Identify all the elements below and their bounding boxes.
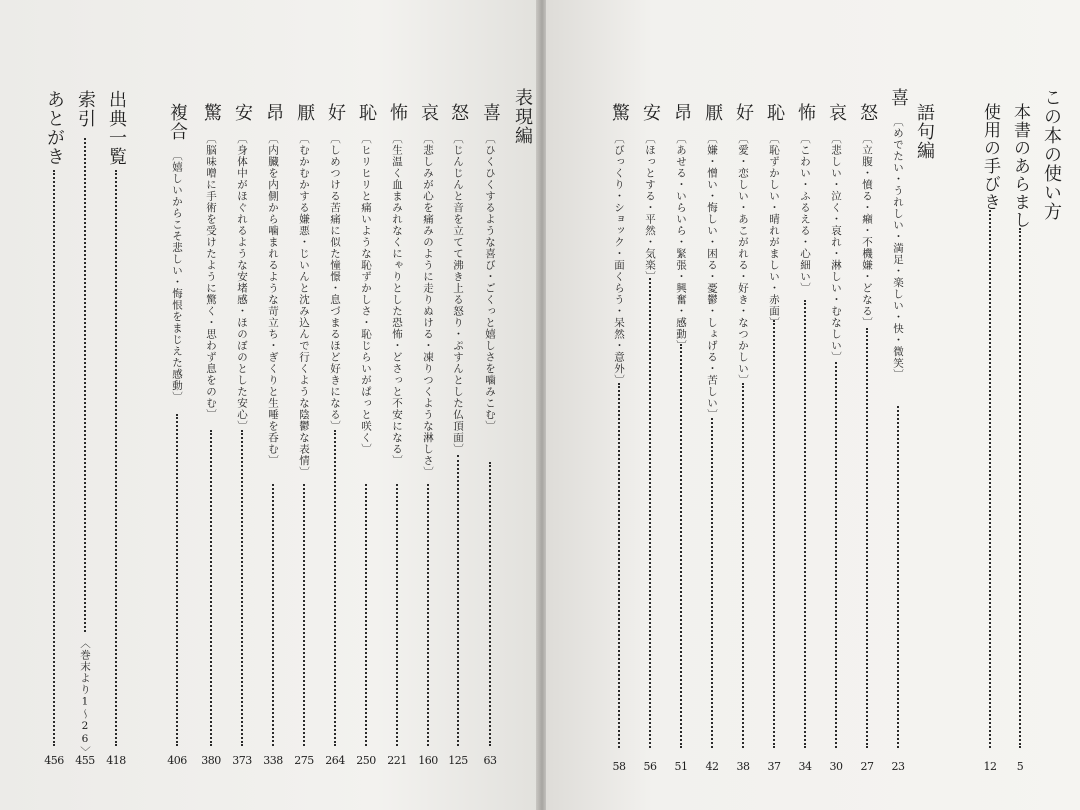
entry-subtitle: 〔むかむかする嫌悪・じいんと沈み込んで行くような陰鬱な表情〕 [298, 133, 310, 478]
page-number: 456 [44, 754, 64, 767]
leader-dots [396, 484, 398, 746]
entry-subtitle: 〔じんじんと音を立てて沸き上る怒り・ぷすんとした仏頂面〕 [452, 133, 464, 455]
leader-dots [272, 484, 274, 746]
page-number: 42 [705, 760, 719, 773]
page-number: 275 [294, 754, 314, 767]
entry-char: 哀 [418, 103, 439, 122]
right-page [546, 0, 1080, 810]
toc-entry[interactable] [757, 0, 791, 810]
entry-char: 喜 [888, 88, 909, 107]
page-number: 125 [448, 754, 468, 767]
toc-entry[interactable] [664, 0, 698, 810]
left-page [0, 0, 538, 810]
leader-dots [989, 210, 991, 748]
toc-entry[interactable] [380, 0, 414, 810]
entry-subtitle: 〔脳味噌に手術を受けたように驚く・思わず息をのむ〕 [205, 133, 217, 421]
leader-dots [53, 170, 55, 746]
toc-entry[interactable] [411, 0, 445, 810]
toc-entry[interactable] [819, 0, 853, 810]
entry-char: 厭 [294, 103, 315, 122]
leader-dots [303, 484, 305, 746]
page-number: 406 [167, 754, 187, 767]
toc-entry[interactable] [441, 0, 475, 810]
toc-entry[interactable] [473, 0, 507, 810]
toc-entry[interactable] [225, 0, 259, 810]
page-number: 264 [325, 754, 345, 767]
page-number: 373 [232, 754, 252, 767]
leader-dots [897, 406, 899, 748]
toc-entry[interactable] [194, 0, 228, 810]
entry-note: 〈巻末より1〜26〉 [79, 638, 91, 758]
page-number: 221 [387, 754, 407, 767]
toc-entry-overview[interactable] [1003, 0, 1037, 810]
entry-char: 恥 [764, 103, 785, 122]
leader-dots [115, 170, 117, 746]
entry-subtitle: 〔こわい・ふるえる・心細い〕 [799, 133, 811, 294]
page-number: 160 [418, 754, 438, 767]
entry-char: 驚 [201, 103, 222, 122]
entry-char: 昂 [263, 103, 284, 122]
entry-subtitle: 〔ひくひくするような喜び・ごくっと嬉しさを噛みこむ〕 [484, 133, 496, 432]
leader-dots [241, 430, 243, 746]
toc-entry[interactable] [349, 0, 383, 810]
entry-char: 好 [733, 103, 754, 122]
entry-subtitle: 〔めでたい・うれしい・満足・楽しい・快・微笑〕 [892, 116, 904, 381]
entry-subtitle: 〔あせる・いらいら・緊張・興奮・感動〕 [675, 133, 687, 352]
leader-dots [618, 383, 620, 748]
toc-entry[interactable] [633, 0, 667, 810]
entry-char: 恥 [356, 103, 377, 122]
page-number: 34 [798, 760, 812, 773]
entry-subtitle: 〔身体中がほぐれるような安堵感・ほのぼのとした安心〕 [236, 133, 248, 432]
leader-dots [773, 320, 775, 748]
leader-dots [457, 455, 459, 746]
toc-entry[interactable] [287, 0, 321, 810]
leader-dots [1019, 228, 1021, 748]
entry-char: 怖 [387, 103, 408, 122]
entry-char: 喜 [480, 103, 501, 122]
toc-entry[interactable] [881, 0, 915, 810]
entry-label: 索引 [75, 90, 96, 128]
page-number: 27 [860, 760, 874, 773]
section-title-usage [1034, 0, 1068, 810]
leader-dots [84, 138, 86, 632]
leader-dots [804, 300, 806, 748]
entry-subtitle: 〔内臓を内側から噛まれるような苛立ち・ぎくりと生唾を呑む〕 [267, 133, 279, 467]
page-number: 380 [201, 754, 221, 767]
section-title: 語句編 [914, 103, 935, 160]
leader-dots [176, 414, 178, 746]
toc-entry[interactable] [256, 0, 290, 810]
page-number: 12 [983, 760, 997, 773]
entry-subtitle: 〔しめつける苦痛に似た憧憬・息づまるほど好きになる〕 [329, 133, 341, 432]
page-number: 338 [263, 754, 283, 767]
leader-dots [649, 278, 651, 748]
entry-subtitle: 〔恥ずかしい・晴れがましい・赤面〕 [768, 133, 780, 329]
entry-char: 怒 [448, 103, 469, 122]
entry-char: 昂 [671, 103, 692, 122]
entry-char: 驚 [609, 103, 630, 122]
toc-entry-guide[interactable] [973, 0, 1007, 810]
entry-subtitle: 〔悲しい・泣く・哀れ・淋しい・むなしい〕 [830, 133, 842, 363]
page-number: 30 [829, 760, 843, 773]
entry-char: 厭 [702, 103, 723, 122]
entry-subtitle: 〔びっくり・ショック・面くらう・呆然・意外〕 [613, 133, 625, 386]
entry-subtitle: 〔悲しみが心を痛みのように走りぬける・凍りつくような淋しさ〕 [422, 133, 434, 478]
toc-entry[interactable] [160, 0, 194, 810]
entry-char: 好 [325, 103, 346, 122]
entry-label: 本書のあらまし [1010, 103, 1030, 229]
toc-entry[interactable] [788, 0, 822, 810]
entry-char: 複合 [167, 103, 188, 141]
entry-char: 哀 [826, 103, 847, 122]
page-number: 455 [75, 754, 95, 767]
leader-dots [210, 430, 212, 746]
entry-char: 安 [640, 103, 661, 122]
page-number: 56 [643, 760, 657, 773]
page-number: 418 [106, 754, 126, 767]
toc-entry[interactable] [318, 0, 352, 810]
entry-subtitle: 〔愛・恋しい・あこがれる・好き・なつかしい〕 [737, 133, 749, 386]
entry-label: 出典一覧 [106, 90, 127, 166]
entry-label: あとがき [44, 90, 65, 166]
page-number: 5 [1016, 760, 1024, 773]
page-number: 58 [612, 760, 626, 773]
leader-dots [334, 430, 336, 746]
leader-dots [427, 484, 429, 746]
page-number: 23 [891, 760, 905, 773]
page-title: この本の使い方 [1041, 88, 1062, 221]
entry-subtitle: 〔ヒリヒリと痛いような恥ずかしさ・恥じらいがぱっと咲く〕 [360, 133, 372, 455]
entry-char: 怒 [857, 103, 878, 122]
entry-label: 使用の手びき [980, 103, 1000, 211]
toc-entry-afterword[interactable] [37, 0, 71, 810]
leader-dots [489, 462, 491, 746]
leader-dots [680, 344, 682, 748]
toc-entry[interactable] [695, 0, 729, 810]
entry-char: 怖 [795, 103, 816, 122]
section-title: 表現編 [512, 88, 533, 145]
leader-dots [866, 328, 868, 748]
page-number: 38 [736, 760, 750, 773]
page-number: 51 [674, 760, 688, 773]
page-number: 63 [483, 754, 497, 767]
leader-dots [365, 484, 367, 746]
leader-dots [711, 418, 713, 748]
leader-dots [742, 383, 744, 748]
toc-entry[interactable] [602, 0, 636, 810]
page-number: 250 [356, 754, 376, 767]
page-number: 37 [767, 760, 781, 773]
entry-subtitle: 〔立腹・憤る・癪・不機嫌・どなる〕 [861, 133, 873, 329]
section-title-hyogen [505, 0, 539, 810]
toc-entry[interactable] [726, 0, 760, 810]
entry-subtitle: 〔生温く血まみれなくにゃりとした恐怖・どさっと不安になる〕 [391, 133, 403, 467]
entry-subtitle: 〔嬉しいからこそ悲しい・悔恨をまじえた感動〕 [171, 150, 183, 403]
toc-entry-index[interactable] [68, 0, 102, 810]
toc-entry-sources[interactable] [99, 0, 133, 810]
toc-entry[interactable] [850, 0, 884, 810]
entry-char: 安 [232, 103, 253, 122]
entry-subtitle: 〔嫌・憎い・悔しい・困る・憂鬱・しょげる・苦しい〕 [706, 133, 718, 421]
entry-subtitle: 〔ほっとする・平然・気楽〕 [644, 133, 656, 283]
leader-dots [835, 362, 837, 748]
